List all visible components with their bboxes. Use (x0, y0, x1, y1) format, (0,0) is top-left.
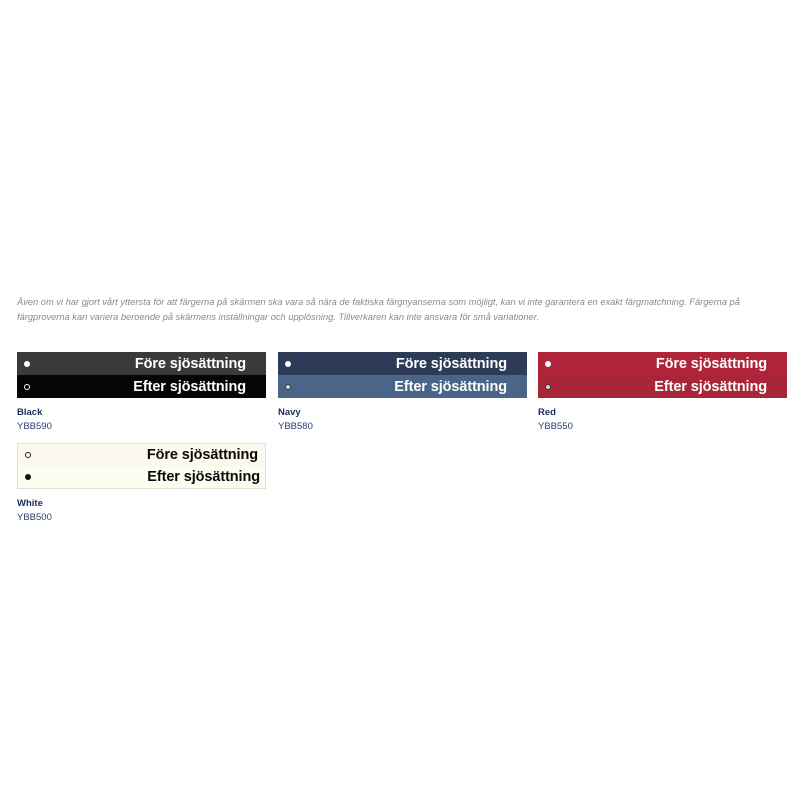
swatch-code: YBB500 (17, 512, 52, 523)
bullet-icon (24, 361, 30, 367)
bullet-icon (545, 361, 551, 367)
swatch-after (17, 375, 266, 398)
bullet-icon (285, 384, 291, 390)
swatch-after (278, 375, 527, 398)
bullet-icon (545, 384, 551, 390)
swatch-before (278, 352, 527, 375)
bullet-icon (24, 384, 30, 390)
bullet-icon (285, 361, 291, 367)
color-swatch (17, 443, 266, 489)
swatch-name: White (17, 498, 43, 509)
after-label: Efter sjösättning (654, 378, 767, 395)
before-label: Före sjösättning (395, 355, 507, 372)
color-disclaimer: Även om vi har gjort vårt yttersta för att färgerna på skärmen ska vara så nära de faktiska färgnyanserna som möjligt, kan vi inte garantera en exakt färgmatchning. Färgerna på färgproverna kan variera beroende på skärmens inställningar och upplösning. Tillverkaren kan inte ansvara för små variationer. (17, 297, 740, 322)
after-label: Efter sjösättning (133, 378, 246, 395)
swatch-code: YBB590 (17, 421, 52, 432)
swatch-before (17, 352, 266, 375)
bullet-icon (25, 452, 31, 458)
swatch-before (538, 352, 787, 375)
after-label: Efter sjösättning (394, 378, 507, 395)
before-label: Före sjösättning (146, 447, 258, 463)
after-label: Efter sjösättning (147, 469, 260, 485)
color-swatch (278, 352, 527, 398)
swatch-after (538, 375, 787, 398)
swatch-after (18, 466, 265, 488)
color-swatch (538, 352, 787, 398)
swatch-code: YBB580 (278, 421, 313, 432)
bullet-icon (25, 474, 31, 480)
swatch-before (18, 444, 265, 466)
swatch-name: Red (538, 407, 556, 418)
swatch-name: Navy (278, 407, 301, 418)
swatch-name: Black (17, 407, 43, 418)
swatch-card-white[interactable] (17, 443, 266, 524)
before-label: Före sjösättning (655, 355, 767, 372)
swatch-code: YBB550 (538, 421, 573, 432)
swatch-card-navy[interactable] (278, 352, 527, 433)
swatch-card-black[interactable] (17, 352, 266, 433)
color-swatch (17, 352, 266, 398)
swatch-card-red[interactable] (538, 352, 787, 433)
before-label: Före sjösättning (134, 355, 246, 372)
